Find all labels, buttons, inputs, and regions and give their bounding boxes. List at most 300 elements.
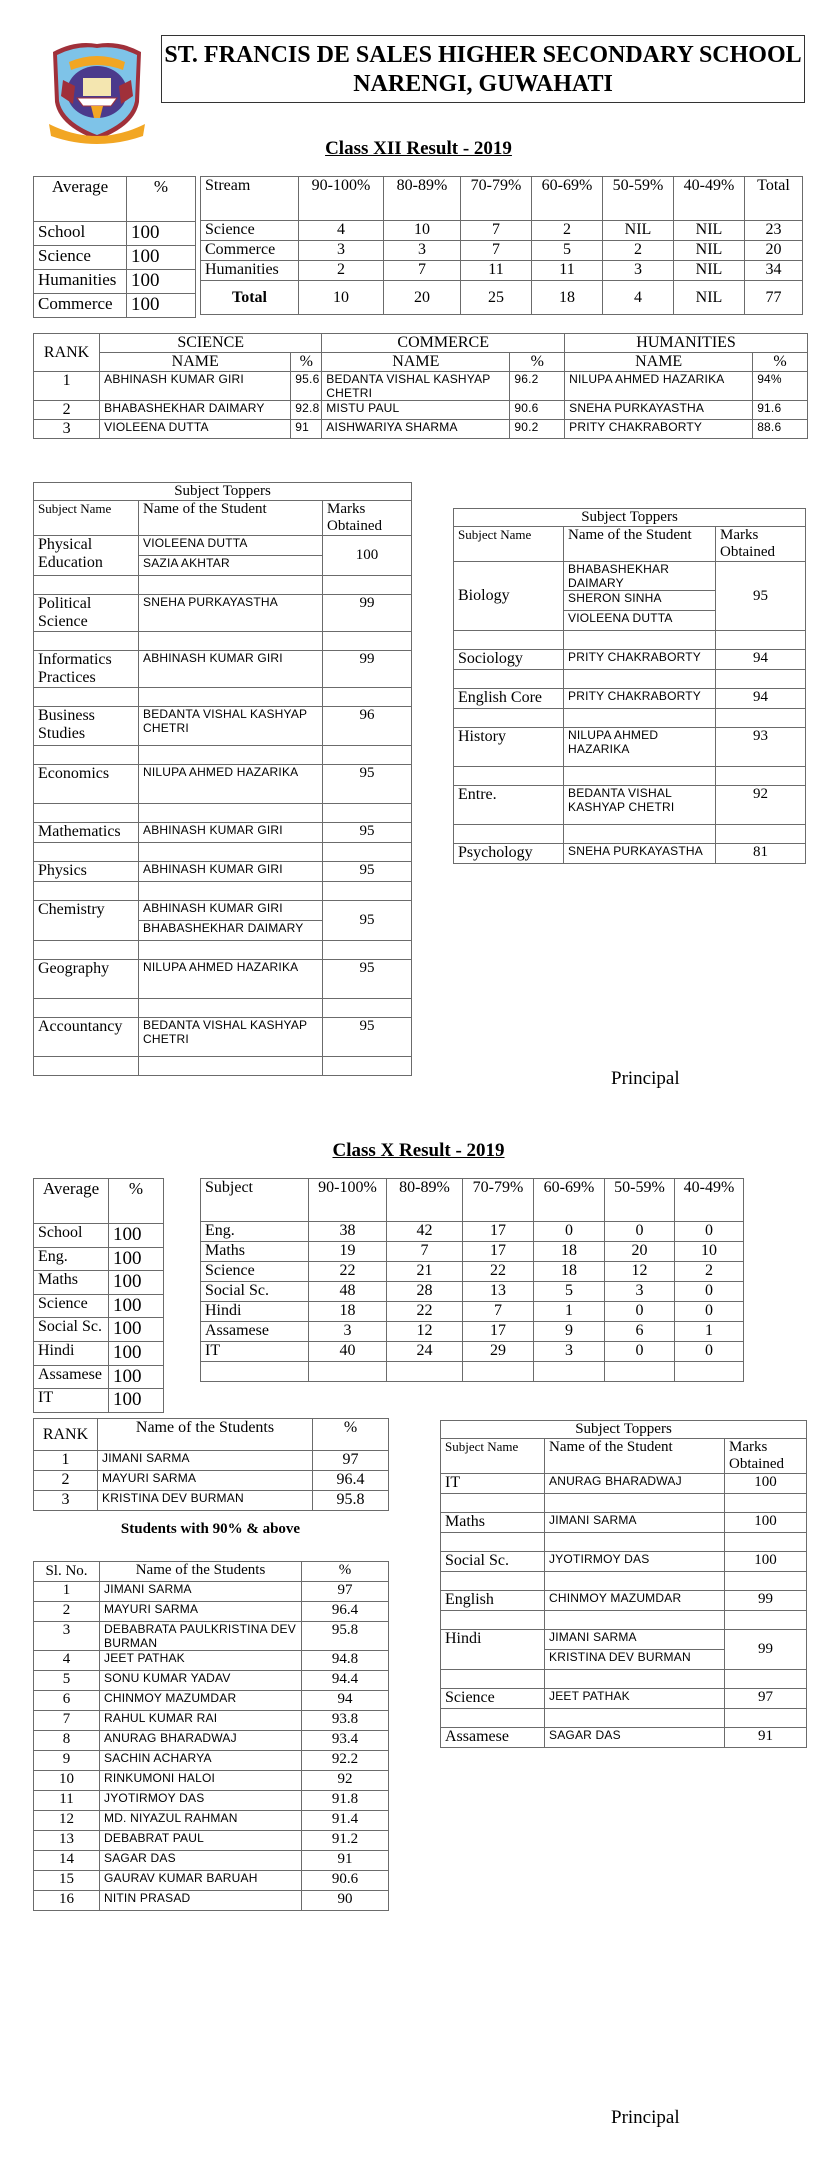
table-row <box>441 1689 807 1709</box>
table-row <box>34 1247 164 1271</box>
student-percent: 94 <box>302 1691 389 1711</box>
empty-cell <box>139 632 323 651</box>
header-cell: Marks Obtained <box>716 527 806 562</box>
table-row <box>34 1491 389 1511</box>
header-row <box>441 1439 807 1474</box>
table-row <box>454 562 806 591</box>
x-rank-table <box>33 1418 389 1511</box>
student-name: SAGAR DAS <box>100 1851 302 1871</box>
student-name: SAGAR DAS <box>545 1728 725 1748</box>
cell: Science <box>201 221 299 241</box>
table-row <box>34 1691 389 1711</box>
spacer-row <box>441 1611 807 1630</box>
empty-cell <box>716 709 806 728</box>
empty-cell <box>34 1057 139 1076</box>
marks: 100 <box>725 1474 807 1494</box>
student-percent: 93.4 <box>302 1731 389 1751</box>
empty-cell <box>716 670 806 689</box>
cell: Social Sc. <box>201 1282 309 1302</box>
table-row <box>441 1474 807 1494</box>
cell: 3 <box>605 1282 675 1302</box>
table-row <box>34 1871 389 1891</box>
subject-name: Hindi <box>441 1630 545 1670</box>
serial-cell: 2 <box>34 1602 100 1622</box>
empty-cell <box>454 631 564 650</box>
cell: Social Sc. <box>34 1318 109 1342</box>
empty-cell <box>323 688 412 707</box>
subject-name: English <box>441 1591 545 1611</box>
cell: 3 <box>309 1322 387 1342</box>
student-name: AISHWARIYA SHARMA <box>322 420 510 439</box>
empty-cell <box>545 1494 725 1513</box>
spacer-row <box>34 941 412 960</box>
toppers-title: Subject Toppers <box>34 483 412 501</box>
cell: 18 <box>534 1262 605 1282</box>
table-row <box>34 823 412 843</box>
table-row <box>201 1302 744 1322</box>
student-percent: 96.2 <box>510 372 565 401</box>
serial-cell: 1 <box>34 1451 98 1471</box>
header-cell: 60-69% <box>532 177 603 221</box>
empty-cell <box>34 576 139 595</box>
title-row <box>441 1421 807 1439</box>
student-name: NILUPA AHMED HAZARIKA <box>565 372 753 401</box>
student-name: SHERON SINHA <box>564 591 716 611</box>
student-percent: 91.6 <box>753 401 808 420</box>
empty-cell <box>605 1362 675 1382</box>
cell: 48 <box>309 1282 387 1302</box>
student-name: BEDANTA VISHAL KASHYAP CHETRI <box>564 786 716 825</box>
table-row <box>34 1671 389 1691</box>
empty-cell <box>564 631 716 650</box>
student-name: BHABASHEKHAR DAIMARY <box>139 921 323 941</box>
cell: 22 <box>309 1262 387 1282</box>
header-cell: 70-79% <box>463 1179 534 1222</box>
cell: 23 <box>745 221 803 241</box>
header-cell: Average <box>34 177 127 222</box>
serial-cell: 15 <box>34 1871 100 1891</box>
student-name: ANURAG BHARADWAJ <box>100 1731 302 1751</box>
cell: 0 <box>605 1222 675 1242</box>
header-cell: 40-49% <box>674 177 745 221</box>
student-name: MAYURI SARMA <box>98 1471 313 1491</box>
student-name: JYOTIRMOY DAS <box>545 1552 725 1572</box>
empty-cell <box>387 1362 463 1382</box>
cell: 2 <box>675 1262 744 1282</box>
student-percent: 96.4 <box>313 1471 389 1491</box>
toppers-title: Subject Toppers <box>454 509 806 527</box>
table-row <box>34 765 412 804</box>
spacer-row <box>201 1362 744 1382</box>
spacer-row <box>34 999 412 1018</box>
student-percent: 92.2 <box>302 1751 389 1771</box>
cell: 40 <box>309 1342 387 1362</box>
subject-name: English Core <box>454 689 564 709</box>
cell: School <box>34 222 127 246</box>
cell: 5 <box>534 1282 605 1302</box>
cell: 100 <box>109 1318 164 1342</box>
cell: 0 <box>605 1342 675 1362</box>
cell: 10 <box>299 281 384 315</box>
table-row <box>34 372 808 401</box>
spacer-row <box>441 1494 807 1513</box>
empty-cell <box>725 1533 807 1552</box>
cell: 25 <box>461 281 532 315</box>
cell: 6 <box>605 1322 675 1342</box>
marks: 92 <box>716 786 806 825</box>
cell: Total <box>201 281 299 315</box>
spacer-row <box>34 843 412 862</box>
cell: 2 <box>603 241 674 261</box>
empty-cell <box>323 843 412 862</box>
student-name: GAURAV KUMAR BARUAH <box>100 1871 302 1891</box>
empty-cell <box>716 825 806 844</box>
marks: 97 <box>725 1689 807 1709</box>
cell: 100 <box>109 1271 164 1295</box>
student-name: ABHINASH KUMAR GIRI <box>139 901 323 921</box>
cell: 9 <box>534 1322 605 1342</box>
empty-cell <box>441 1572 545 1591</box>
empty-cell <box>309 1362 387 1382</box>
header-cell: Name of the Student <box>564 527 716 562</box>
student-name: VIOLEENA DUTTA <box>139 536 323 556</box>
cell: 20 <box>384 281 461 315</box>
student-percent: 91.2 <box>302 1831 389 1851</box>
header-cell: Name of the Student <box>545 1439 725 1474</box>
empty-cell <box>34 804 139 823</box>
cell: 11 <box>461 261 532 281</box>
student-name: BEDANTA VISHAL KASHYAP CHETRI <box>139 707 323 746</box>
subject-name: Political Science <box>34 595 139 632</box>
cell: 11 <box>532 261 603 281</box>
spacer-row <box>441 1709 807 1728</box>
marks: 93 <box>716 728 806 767</box>
stream-header-science: SCIENCE <box>100 334 322 353</box>
cell: 17 <box>463 1222 534 1242</box>
cell: 100 <box>127 294 196 318</box>
cell: 4 <box>603 281 674 315</box>
cell: 19 <box>309 1242 387 1262</box>
serial-cell: 4 <box>34 1651 100 1671</box>
header-cell: Marks Obtained <box>725 1439 807 1474</box>
cell: 0 <box>675 1302 744 1322</box>
student-name: ABHINASH KUMAR GIRI <box>139 862 323 882</box>
header-cell: 70-79% <box>461 177 532 221</box>
serial-cell: 5 <box>34 1671 100 1691</box>
x-subject-table <box>200 1178 744 1382</box>
header-cell: % <box>313 1419 389 1451</box>
cell: 22 <box>387 1302 463 1322</box>
empty-cell <box>323 941 412 960</box>
table-row <box>201 1282 744 1302</box>
serial-cell: 6 <box>34 1691 100 1711</box>
student-name: RINKUMONI HALOI <box>100 1771 302 1791</box>
marks: 100 <box>725 1552 807 1572</box>
table-row <box>441 1728 807 1748</box>
table-row <box>34 1365 164 1389</box>
student-percent: 91.4 <box>302 1811 389 1831</box>
empty-cell <box>564 670 716 689</box>
header-cell: Average <box>34 1179 109 1224</box>
spacer-row <box>34 632 412 651</box>
cell: 42 <box>387 1222 463 1242</box>
xii-stream-table <box>200 176 803 315</box>
cell: 18 <box>532 281 603 315</box>
cell: 100 <box>127 246 196 270</box>
pct-header: % <box>753 353 808 372</box>
empty-cell <box>725 1572 807 1591</box>
spacer-row <box>34 1057 412 1076</box>
spacer-row <box>34 688 412 707</box>
cell: 18 <box>534 1242 605 1262</box>
student-percent: 95.6 <box>291 372 322 401</box>
empty-cell <box>716 631 806 650</box>
spacer-row <box>34 804 412 823</box>
table-row <box>34 1018 412 1057</box>
marks: 99 <box>725 1630 807 1670</box>
student-name: JIMANI SARMA <box>545 1630 725 1650</box>
table-row <box>34 862 412 882</box>
cell: 100 <box>109 1294 164 1318</box>
subject-name: Economics <box>34 765 139 804</box>
serial-cell: 2 <box>34 1471 98 1491</box>
header-row <box>34 501 412 536</box>
table-row <box>34 651 412 688</box>
subject-name: IT <box>441 1474 545 1494</box>
student-name: JIMANI SARMA <box>100 1582 302 1602</box>
table-row <box>201 221 803 241</box>
student-name: JEET PATHAK <box>100 1651 302 1671</box>
cell: 3 <box>384 241 461 261</box>
empty-cell <box>139 843 323 862</box>
principal-signature-xii: Principal <box>611 1068 680 1089</box>
header-cell: 40-49% <box>675 1179 744 1222</box>
cell: IT <box>201 1342 309 1362</box>
cell: IT <box>34 1389 109 1413</box>
table-row <box>201 1242 744 1262</box>
marks: 99 <box>323 651 412 688</box>
table-row <box>34 1891 389 1911</box>
subject-name: Biology <box>454 562 564 631</box>
cell: 17 <box>463 1322 534 1342</box>
table-row <box>454 689 806 709</box>
cell: Assamese <box>201 1322 309 1342</box>
marks: 95 <box>323 862 412 882</box>
subject-name: Assamese <box>441 1728 545 1748</box>
subject-name: History <box>454 728 564 767</box>
marks: 91 <box>725 1728 807 1748</box>
table-row <box>441 1591 807 1611</box>
empty-cell <box>323 804 412 823</box>
header-cell: % <box>302 1562 389 1582</box>
total-row <box>201 281 803 315</box>
cell: 100 <box>127 222 196 246</box>
cell: 12 <box>605 1262 675 1282</box>
student-percent: 91.8 <box>302 1791 389 1811</box>
header-row <box>454 527 806 562</box>
cell: 22 <box>463 1262 534 1282</box>
x-average-table <box>33 1178 164 1413</box>
table-row <box>34 1851 389 1871</box>
student-name: JYOTIRMOY DAS <box>100 1791 302 1811</box>
subject-name: Chemistry <box>34 901 139 941</box>
serial-cell: 3 <box>34 1622 100 1651</box>
spacer-row <box>441 1572 807 1591</box>
header-cell: % <box>127 177 196 222</box>
student-name: SNEHA PURKAYASTHA <box>564 844 716 864</box>
empty-cell <box>454 670 564 689</box>
empty-cell <box>441 1670 545 1689</box>
cell: Assamese <box>34 1365 109 1389</box>
spacer-row <box>454 825 806 844</box>
serial-cell: 1 <box>34 1582 100 1602</box>
spacer-row <box>454 631 806 650</box>
cell: 10 <box>384 221 461 241</box>
table-row <box>34 1751 389 1771</box>
xii-subject-toppers-left <box>33 482 412 1076</box>
cell: NIL <box>674 241 745 261</box>
student-name: NILUPA AHMED HAZARIKA <box>139 960 323 999</box>
header-cell: Subject <box>201 1179 309 1222</box>
header-row <box>34 1179 164 1224</box>
header-cell: Name of the Student <box>139 501 323 536</box>
cell: 1 <box>534 1302 605 1322</box>
cell: Commerce <box>201 241 299 261</box>
student-name: NILUPA AHMED HAZARIKA <box>564 728 716 767</box>
student-name: DEBABRATA PAULKRISTINA DEV BURMAN <box>100 1622 302 1651</box>
student-percent: 95.8 <box>302 1622 389 1651</box>
header-cell: RANK <box>34 1419 98 1451</box>
table-row <box>454 728 806 767</box>
spacer-row <box>454 670 806 689</box>
empty-cell <box>545 1709 725 1728</box>
header-cell: Total <box>745 177 803 221</box>
student-percent: 95.8 <box>313 1491 389 1511</box>
cell: 13 <box>463 1282 534 1302</box>
cell: NIL <box>674 261 745 281</box>
student-name: NILUPA AHMED HAZARIKA <box>139 765 323 804</box>
empty-cell <box>139 688 323 707</box>
cell: Commerce <box>34 294 127 318</box>
empty-cell <box>545 1670 725 1689</box>
empty-cell <box>34 882 139 901</box>
student-name: CHINMOY MAZUMDAR <box>100 1691 302 1711</box>
table-row <box>201 1322 744 1342</box>
table-row <box>34 1471 389 1491</box>
table-row <box>454 844 806 864</box>
cell: 7 <box>387 1242 463 1262</box>
xii-subject-toppers-right <box>453 508 806 864</box>
header-cell: Name of the Students <box>98 1419 313 1451</box>
cell: 7 <box>463 1302 534 1322</box>
cell: 20 <box>605 1242 675 1262</box>
xii-rank-table <box>33 333 808 439</box>
header-row <box>201 1179 744 1222</box>
cell: 2 <box>299 261 384 281</box>
header-cell: Name of the Students <box>100 1562 302 1582</box>
school-crest-icon <box>45 40 149 148</box>
marks: 95 <box>716 562 806 631</box>
student-name: ABHINASH KUMAR GIRI <box>100 372 291 401</box>
cell: 2 <box>532 221 603 241</box>
empty-cell <box>34 632 139 651</box>
rank-cell: 1 <box>34 372 100 401</box>
table-row <box>454 650 806 670</box>
student-name: JIMANI SARMA <box>545 1513 725 1533</box>
table-row <box>441 1552 807 1572</box>
table-row <box>34 707 412 746</box>
empty-cell <box>441 1494 545 1513</box>
rank-header: RANK <box>34 334 100 372</box>
cell: 7 <box>384 261 461 281</box>
cell: 100 <box>109 1365 164 1389</box>
cell: 34 <box>745 261 803 281</box>
table-row <box>34 1711 389 1731</box>
subject-name: Geography <box>34 960 139 999</box>
empty-cell <box>675 1362 744 1382</box>
student-name: VIOLEENA DUTTA <box>564 611 716 631</box>
student-name: BEDANTA VISHAL KASHYAP CHETRI <box>139 1018 323 1057</box>
table-row <box>34 1602 389 1622</box>
empty-cell <box>545 1611 725 1630</box>
marks: 94 <box>716 650 806 670</box>
subject-name: Informatics Practices <box>34 651 139 688</box>
table-row <box>201 1222 744 1242</box>
cell: 0 <box>675 1222 744 1242</box>
table-row <box>34 595 412 632</box>
student-name: CHINMOY MAZUMDAR <box>545 1591 725 1611</box>
table-row <box>34 420 808 439</box>
rank-cell: 2 <box>34 401 100 420</box>
empty-cell <box>454 709 564 728</box>
student-percent: 94% <box>753 372 808 401</box>
marks: 100 <box>725 1513 807 1533</box>
school-name: ST. FRANCIS DE SALES HIGHER SECONDARY SCHOOL <box>164 42 802 68</box>
student-percent: 93.8 <box>302 1711 389 1731</box>
subject-name: Business Studies <box>34 707 139 746</box>
table-row <box>34 1771 389 1791</box>
empty-cell <box>564 709 716 728</box>
cell: NIL <box>674 281 745 315</box>
cell: 18 <box>309 1302 387 1322</box>
serial-cell: 10 <box>34 1771 100 1791</box>
cell: 38 <box>309 1222 387 1242</box>
cell: 100 <box>109 1247 164 1271</box>
table-row <box>34 1341 164 1365</box>
title-row <box>454 509 806 527</box>
table-row <box>201 261 803 281</box>
empty-cell <box>441 1533 545 1552</box>
marks: 99 <box>725 1591 807 1611</box>
cell: 3 <box>603 261 674 281</box>
empty-cell <box>725 1709 807 1728</box>
cell: Humanities <box>34 270 127 294</box>
rank-cell: 3 <box>34 420 100 439</box>
empty-cell <box>323 882 412 901</box>
cell: 100 <box>127 270 196 294</box>
student-percent: 92.8 <box>291 401 322 420</box>
student-name: MAYURI SARMA <box>100 1602 302 1622</box>
header-row <box>34 1562 389 1582</box>
cell: Eng. <box>34 1247 109 1271</box>
cell: 5 <box>532 241 603 261</box>
empty-cell <box>139 1057 323 1076</box>
marks: 94 <box>716 689 806 709</box>
cell: 10 <box>675 1242 744 1262</box>
cell: 20 <box>745 241 803 261</box>
cell: 1 <box>675 1322 744 1342</box>
school-location: NARENGI, GUWAHATI <box>353 71 613 97</box>
